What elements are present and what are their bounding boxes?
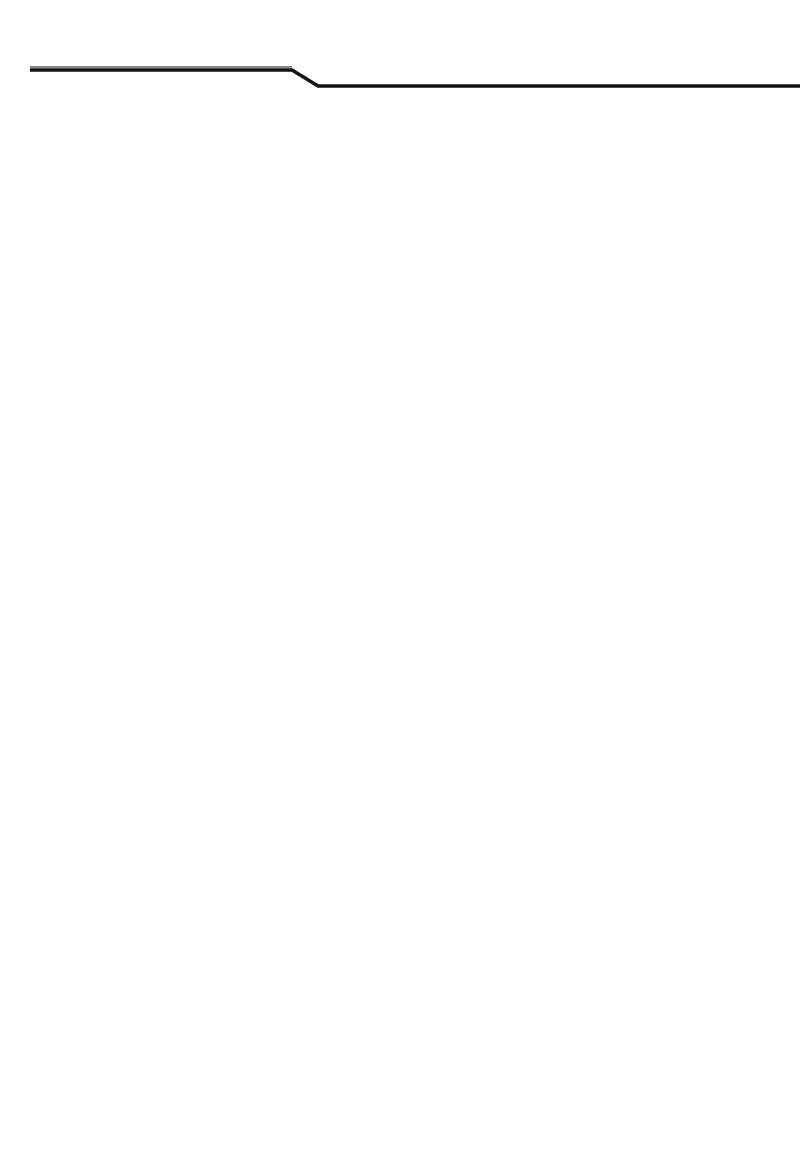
header-rule — [0, 0, 800, 100]
